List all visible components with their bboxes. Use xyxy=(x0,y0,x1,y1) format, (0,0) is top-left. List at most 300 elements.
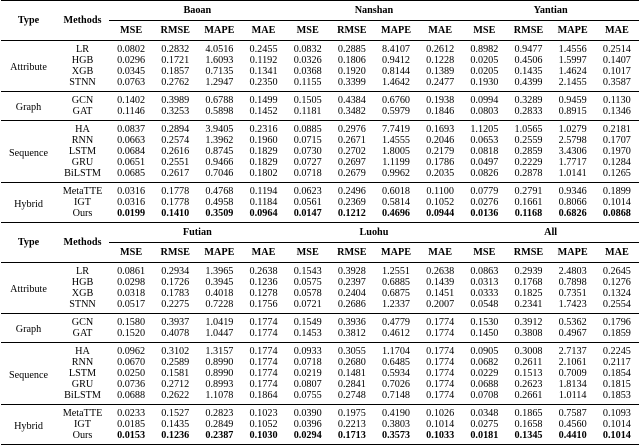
value-cell: 0.0296 xyxy=(117,55,146,66)
value-cell: 0.4506 xyxy=(514,55,543,66)
value-cell: 0.7026 xyxy=(382,379,411,390)
value-cell: 0.6760 xyxy=(374,92,418,107)
metric-header: MAPE xyxy=(557,25,588,36)
method-cell: MetaTTE xyxy=(56,183,109,198)
table-row xyxy=(1,41,639,56)
value-cell: 0.1768 xyxy=(514,277,543,288)
city-header: Yantian xyxy=(462,1,639,21)
value-cell: 0.1865 xyxy=(506,405,550,420)
value-cell: 0.2514 xyxy=(595,41,639,56)
value-cell: 0.3928 xyxy=(330,263,374,278)
value-cell: 0.1774 xyxy=(249,357,278,368)
value-cell: 0.2341 xyxy=(514,299,543,310)
value-cell: 0.8915 xyxy=(558,106,587,117)
value-cell: 0.4384 xyxy=(330,92,374,107)
value-cell: 0.2496 xyxy=(330,183,374,198)
value-cell: 0.0396 xyxy=(293,419,322,430)
metric-header: MSE xyxy=(296,25,319,36)
value-cell: 0.1693 xyxy=(418,121,462,136)
value-cell: 0.7009 xyxy=(558,368,587,379)
value-cell: 0.4768 xyxy=(197,183,241,198)
value-cell: 0.2404 xyxy=(337,288,366,299)
table-row xyxy=(1,183,639,198)
value-cell: 0.1938 xyxy=(418,92,462,107)
value-cell: 1.3962 xyxy=(205,135,234,146)
value-cell: 0.1774 xyxy=(418,343,462,358)
value-cell: 0.3509 xyxy=(197,208,241,223)
table-row xyxy=(1,343,639,358)
table-row xyxy=(1,288,639,299)
value-cell: 1.1199 xyxy=(382,157,410,168)
value-cell: 0.0727 xyxy=(293,157,322,168)
value-cell: 0.3055 xyxy=(330,343,374,358)
value-cell: 1.8134 xyxy=(558,379,587,390)
value-cell: 0.1345 xyxy=(506,430,550,445)
value-cell: 0.1774 xyxy=(426,390,455,401)
value-cell: 0.6885 xyxy=(382,277,411,288)
method-cell: GCN xyxy=(56,314,109,329)
value-cell: 0.6485 xyxy=(382,357,411,368)
value-cell: 0.1825 xyxy=(514,288,543,299)
value-cell: 0.2748 xyxy=(337,390,366,401)
value-cell: 0.0497 xyxy=(470,157,499,168)
value-cell: 0.1093 xyxy=(595,405,639,420)
value-cell: 0.0345 xyxy=(117,66,146,77)
value-cell: 0.3482 xyxy=(337,106,366,117)
value-cell: 0.2455 xyxy=(241,41,285,56)
value-cell: 0.2551 xyxy=(161,157,190,168)
value-cell: 1.4642 xyxy=(382,77,411,88)
value-cell: 0.8745 xyxy=(205,146,234,157)
method-cell: IGT xyxy=(74,419,91,430)
value-cell: 0.3803 xyxy=(382,419,411,430)
metric-header: RMSE xyxy=(513,247,544,258)
value-cell: 0.0708 xyxy=(470,390,499,401)
value-cell: 0.0688 xyxy=(117,390,146,401)
value-cell: 0.3289 xyxy=(506,92,550,107)
value-cell: 0.3936 xyxy=(330,314,374,329)
value-cell: 0.0670 xyxy=(117,357,146,368)
value-cell: 0.1774 xyxy=(249,379,278,390)
value-cell: 0.1930 xyxy=(470,77,499,88)
method-cell: XGB xyxy=(71,288,94,299)
value-cell: 0.2179 xyxy=(426,146,455,157)
value-cell: 0.1658 xyxy=(514,419,543,430)
value-cell: 0.4078 xyxy=(161,328,190,339)
value-cell: 0.0905 xyxy=(462,343,506,358)
value-cell: 1.0447 xyxy=(205,328,234,339)
value-cell: 0.2007 xyxy=(426,299,455,310)
value-cell: 0.5979 xyxy=(382,106,411,117)
method-cell: IGT xyxy=(74,197,91,208)
value-cell: 0.2387 xyxy=(197,430,241,445)
value-cell: 0.0136 xyxy=(462,208,506,223)
value-cell: 0.9459 xyxy=(551,92,595,107)
value-cell: 0.2680 xyxy=(337,357,366,368)
value-cell: 4.0516 xyxy=(197,41,241,56)
value-cell: 1.0419 xyxy=(197,314,241,329)
value-cell: 0.0933 xyxy=(286,343,330,358)
results-table xyxy=(1,0,639,445)
value-cell: 0.1778 xyxy=(153,183,197,198)
value-cell: 0.1014 xyxy=(602,197,631,208)
value-cell: 0.0688 xyxy=(470,379,499,390)
value-cell: 0.1920 xyxy=(337,66,366,77)
value-cell: 0.9346 xyxy=(551,183,595,198)
value-cell: 0.1829 xyxy=(249,146,278,157)
value-cell: 0.1130 xyxy=(595,92,639,107)
city-header: Nanshan xyxy=(286,1,463,21)
method-cell: RNN xyxy=(71,357,94,368)
value-cell: 0.2559 xyxy=(514,135,543,146)
value-cell: 0.0651 xyxy=(117,157,146,168)
value-cell: 0.0548 xyxy=(470,299,499,310)
value-cell: 0.1236 xyxy=(249,277,278,288)
value-cell: 0.1284 xyxy=(602,157,631,168)
value-cell: 0.2477 xyxy=(426,77,455,88)
metric-header: MAPE xyxy=(381,247,412,258)
value-cell: 0.2275 xyxy=(161,299,190,310)
value-cell: 0.3808 xyxy=(514,328,543,339)
value-cell: 0.1774 xyxy=(426,328,455,339)
value-cell: 1.4624 xyxy=(558,66,587,77)
value-cell: 0.0962 xyxy=(109,343,153,358)
value-cell: 0.4560 xyxy=(558,419,587,430)
table-row xyxy=(1,77,639,92)
value-cell: 1.2551 xyxy=(374,263,418,278)
value-cell: 0.0944 xyxy=(418,208,462,223)
value-cell: 0.1181 xyxy=(293,106,322,117)
value-cell: 0.3573 xyxy=(374,430,418,445)
value-cell: 1.7423 xyxy=(558,299,587,310)
metric-header: MAE xyxy=(251,25,276,36)
method-cell: GAT xyxy=(72,328,93,339)
value-cell: 0.3399 xyxy=(337,77,366,88)
value-cell: 0.2661 xyxy=(514,390,543,401)
value-cell: 0.2671 xyxy=(337,135,366,146)
value-cell: 0.0779 xyxy=(462,183,506,198)
value-cell: 0.1014 xyxy=(426,419,455,430)
value-cell: 0.2035 xyxy=(426,168,455,179)
value-cell: 0.2939 xyxy=(506,263,550,278)
value-cell: 0.1786 xyxy=(426,157,455,168)
value-cell: 1.0279 xyxy=(551,121,595,136)
value-cell: 0.1052 xyxy=(426,197,455,208)
table-row xyxy=(1,106,639,121)
methods-header: Methods xyxy=(56,223,109,263)
metric-header: RMSE xyxy=(160,25,190,36)
value-cell: 1.6093 xyxy=(205,55,234,66)
metric-header: MSE xyxy=(473,247,496,258)
value-cell: 0.7228 xyxy=(205,299,234,310)
value-cell: 0.8993 xyxy=(205,379,234,390)
value-cell: 0.0298 xyxy=(117,277,146,288)
value-cell: 0.1407 xyxy=(602,55,631,66)
value-cell: 0.0826 xyxy=(470,168,499,179)
value-cell: 0.1580 xyxy=(109,314,153,329)
table-row xyxy=(1,390,639,405)
metric-header: RMSE xyxy=(160,247,190,258)
value-cell: 0.1014 xyxy=(595,430,639,445)
metric-header: MSE xyxy=(120,247,143,258)
value-cell: 0.8982 xyxy=(462,41,506,56)
value-cell: 1.3157 xyxy=(197,343,241,358)
value-cell: 0.1857 xyxy=(161,66,190,77)
value-cell: 0.1212 xyxy=(330,208,374,223)
value-cell: 0.2645 xyxy=(595,263,639,278)
value-cell: 0.2885 xyxy=(330,41,374,56)
value-cell: 0.8144 xyxy=(382,66,411,77)
value-cell: 1.0114 xyxy=(558,390,587,401)
value-cell: 0.2623 xyxy=(514,379,543,390)
table-row xyxy=(1,121,639,136)
value-cell: 0.1774 xyxy=(241,314,285,329)
value-cell: 3.4306 xyxy=(558,146,587,157)
value-cell: 0.0802 xyxy=(109,41,153,56)
method-cell: STNN xyxy=(69,299,96,310)
value-cell: 0.1278 xyxy=(249,288,278,299)
value-cell: 0.1774 xyxy=(426,368,455,379)
method-cell: RNN xyxy=(71,135,94,146)
value-cell: 2.1455 xyxy=(558,77,587,88)
value-cell: 0.0736 xyxy=(117,379,146,390)
value-cell: 0.8066 xyxy=(558,197,587,208)
value-cell: 0.1774 xyxy=(249,328,278,339)
table-row xyxy=(1,299,639,314)
value-cell: 0.0807 xyxy=(293,379,322,390)
value-cell: 0.0333 xyxy=(470,288,499,299)
value-cell: 7.7419 xyxy=(374,121,418,136)
value-cell: 0.2616 xyxy=(161,146,190,157)
value-cell: 0.7135 xyxy=(205,66,234,77)
value-cell: 0.2350 xyxy=(249,77,278,88)
value-cell: 0.1778 xyxy=(161,197,190,208)
value-cell: 0.0233 xyxy=(109,405,153,420)
value-cell: 0.1513 xyxy=(514,368,543,379)
value-cell: 0.0832 xyxy=(286,41,330,56)
value-cell: 0.4612 xyxy=(382,328,411,339)
value-cell: 0.1184 xyxy=(249,197,278,208)
table-row xyxy=(1,263,639,278)
value-cell: 0.2832 xyxy=(153,41,197,56)
value-cell: 0.4967 xyxy=(558,328,587,339)
value-cell: 0.0718 xyxy=(293,168,322,179)
methods-header: Methods xyxy=(56,1,109,41)
value-cell: 1.0141 xyxy=(558,168,587,179)
value-cell: 0.1975 xyxy=(330,405,374,420)
value-cell: 0.0837 xyxy=(109,121,153,136)
value-cell: 0.1410 xyxy=(153,208,197,223)
value-cell: 0.1481 xyxy=(337,368,366,379)
method-cell: HA xyxy=(56,343,109,358)
value-cell: 0.1520 xyxy=(117,328,146,339)
value-cell: 0.0861 xyxy=(109,263,153,278)
value-cell: 0.0205 xyxy=(470,66,499,77)
type-cell: Attribute xyxy=(1,263,56,314)
value-cell: 0.2894 xyxy=(153,121,197,136)
value-cell: 0.2117 xyxy=(603,357,631,368)
value-cell: 0.0818 xyxy=(470,146,499,157)
value-cell: 0.1527 xyxy=(153,405,197,420)
value-cell: 0.1774 xyxy=(426,379,455,390)
value-cell: 0.0663 xyxy=(117,135,146,146)
value-cell: 0.1853 xyxy=(602,390,631,401)
method-cell: GCN xyxy=(56,92,109,107)
value-cell: 0.0994 xyxy=(462,92,506,107)
value-cell: 0.1023 xyxy=(241,405,285,420)
value-cell: 0.3989 xyxy=(153,92,197,107)
value-cell: 0.0578 xyxy=(293,288,322,299)
value-cell: 0.4958 xyxy=(205,197,234,208)
table-row xyxy=(1,368,639,379)
value-cell: 0.9412 xyxy=(382,55,411,66)
value-cell: 0.2859 xyxy=(514,146,543,157)
value-cell: 0.1192 xyxy=(249,55,278,66)
value-cell: 0.1030 xyxy=(241,430,285,445)
metric-header: MAE xyxy=(604,247,629,258)
value-cell: 0.0803 xyxy=(470,106,499,117)
value-cell: 0.0885 xyxy=(286,121,330,136)
value-cell: 0.2841 xyxy=(337,379,366,390)
value-cell: 1.8005 xyxy=(382,146,411,157)
value-cell: 0.1815 xyxy=(602,379,631,390)
table-row xyxy=(1,405,639,420)
value-cell: 0.0348 xyxy=(462,405,506,420)
value-cell: 0.1324 xyxy=(602,288,631,299)
metric-header: MAE xyxy=(428,247,453,258)
type-cell: Hybrid xyxy=(1,405,56,445)
method-cell: Ours xyxy=(56,430,109,445)
value-cell: 0.1451 xyxy=(426,288,455,299)
value-cell: 0.0721 xyxy=(293,299,322,310)
method-cell: HA xyxy=(56,121,109,136)
value-cell: 0.1168 xyxy=(506,208,550,223)
value-cell: 0.2679 xyxy=(337,168,366,179)
value-cell: 0.1014 xyxy=(602,419,631,430)
value-cell: 0.1155 xyxy=(293,77,322,88)
value-cell: 0.3937 xyxy=(153,314,197,329)
table-row xyxy=(1,208,639,223)
city-header: Baoan xyxy=(109,1,286,21)
value-cell: 0.2638 xyxy=(418,263,462,278)
method-cell: XGB xyxy=(71,66,94,77)
value-cell: 0.7587 xyxy=(551,405,595,420)
value-cell: 1.2947 xyxy=(205,77,234,88)
value-cell: 0.7046 xyxy=(205,168,234,179)
value-cell: 0.2638 xyxy=(241,263,285,278)
type-header: Type xyxy=(1,1,56,41)
city-header-row xyxy=(1,223,639,243)
value-cell: 0.1859 xyxy=(602,328,631,339)
value-cell: 0.0219 xyxy=(293,368,322,379)
value-cell: 2.4803 xyxy=(551,263,595,278)
method-cell: GRU xyxy=(71,157,94,168)
value-cell: 0.1707 xyxy=(602,135,631,146)
value-cell: 0.0575 xyxy=(293,277,322,288)
value-cell: 0.1435 xyxy=(161,419,190,430)
value-cell: 0.1796 xyxy=(595,314,639,329)
value-cell: 0.6788 xyxy=(197,92,241,107)
table-row xyxy=(1,314,639,329)
value-cell: 0.2697 xyxy=(337,157,366,168)
value-cell: 0.1100 xyxy=(418,183,462,198)
value-cell: 0.2316 xyxy=(241,121,285,136)
table-row xyxy=(1,157,639,168)
value-cell: 0.1713 xyxy=(330,430,374,445)
value-cell: 0.0294 xyxy=(286,430,330,445)
value-cell: 0.1276 xyxy=(602,277,631,288)
value-cell: 0.3102 xyxy=(153,343,197,358)
value-cell: 1.1078 xyxy=(205,390,234,401)
value-cell: 0.2878 xyxy=(514,168,543,179)
value-cell: 0.8990 xyxy=(205,368,234,379)
value-cell: 0.1854 xyxy=(602,368,631,379)
value-cell: 2.5798 xyxy=(558,135,587,146)
value-cell: 0.0561 xyxy=(293,197,322,208)
value-cell: 0.3253 xyxy=(161,106,190,117)
value-cell: 0.2612 xyxy=(418,41,462,56)
value-cell: 0.1052 xyxy=(249,419,278,430)
value-cell: 0.0275 xyxy=(470,419,499,430)
method-cell: Ours xyxy=(56,208,109,223)
value-cell: 0.3008 xyxy=(506,343,550,358)
table-row xyxy=(1,66,639,77)
value-cell: 0.1346 xyxy=(602,106,631,117)
method-cell: GRU xyxy=(71,379,94,390)
value-cell: 0.0863 xyxy=(462,263,506,278)
value-cell: 0.4399 xyxy=(514,77,543,88)
value-cell: 0.1402 xyxy=(109,92,153,107)
city-header: All xyxy=(462,223,639,243)
value-cell: 0.0763 xyxy=(117,77,146,88)
type-header: Type xyxy=(1,223,56,263)
value-cell: 0.1774 xyxy=(418,314,462,329)
value-cell: 0.7898 xyxy=(558,277,587,288)
type-cell: Sequence xyxy=(1,121,56,183)
method-cell: BiLSTM xyxy=(64,168,101,179)
table-row xyxy=(1,146,639,157)
value-cell: 0.3912 xyxy=(506,314,550,329)
value-cell: 0.1783 xyxy=(161,288,190,299)
value-cell: 0.9477 xyxy=(506,41,550,56)
value-cell: 0.2554 xyxy=(602,299,631,310)
method-cell: LSTM xyxy=(68,368,97,379)
value-cell: 0.0755 xyxy=(293,390,322,401)
method-cell: LSTM xyxy=(68,146,97,157)
value-cell: 0.1829 xyxy=(249,157,278,168)
value-cell: 0.1726 xyxy=(161,277,190,288)
type-cell: Attribute xyxy=(1,41,56,92)
value-cell: 0.0715 xyxy=(293,135,322,146)
value-cell: 1.7717 xyxy=(558,157,587,168)
value-cell: 0.1389 xyxy=(426,66,455,77)
value-cell: 0.2589 xyxy=(161,357,190,368)
metric-header: MAE xyxy=(251,247,276,258)
value-cell: 0.1802 xyxy=(249,168,278,179)
city-header-row xyxy=(1,1,639,21)
value-cell: 0.5362 xyxy=(551,314,595,329)
metric-header: MSE xyxy=(296,247,319,258)
value-cell: 0.1026 xyxy=(418,405,462,420)
table-row xyxy=(1,328,639,343)
value-cell: 0.1970 xyxy=(602,146,631,157)
type-cell: Graph xyxy=(1,92,56,121)
value-cell: 0.2762 xyxy=(161,77,190,88)
value-cell: 0.0653 xyxy=(470,135,499,146)
value-cell: 0.2833 xyxy=(514,106,543,117)
value-cell: 0.3587 xyxy=(602,77,631,88)
table-row xyxy=(1,277,639,288)
